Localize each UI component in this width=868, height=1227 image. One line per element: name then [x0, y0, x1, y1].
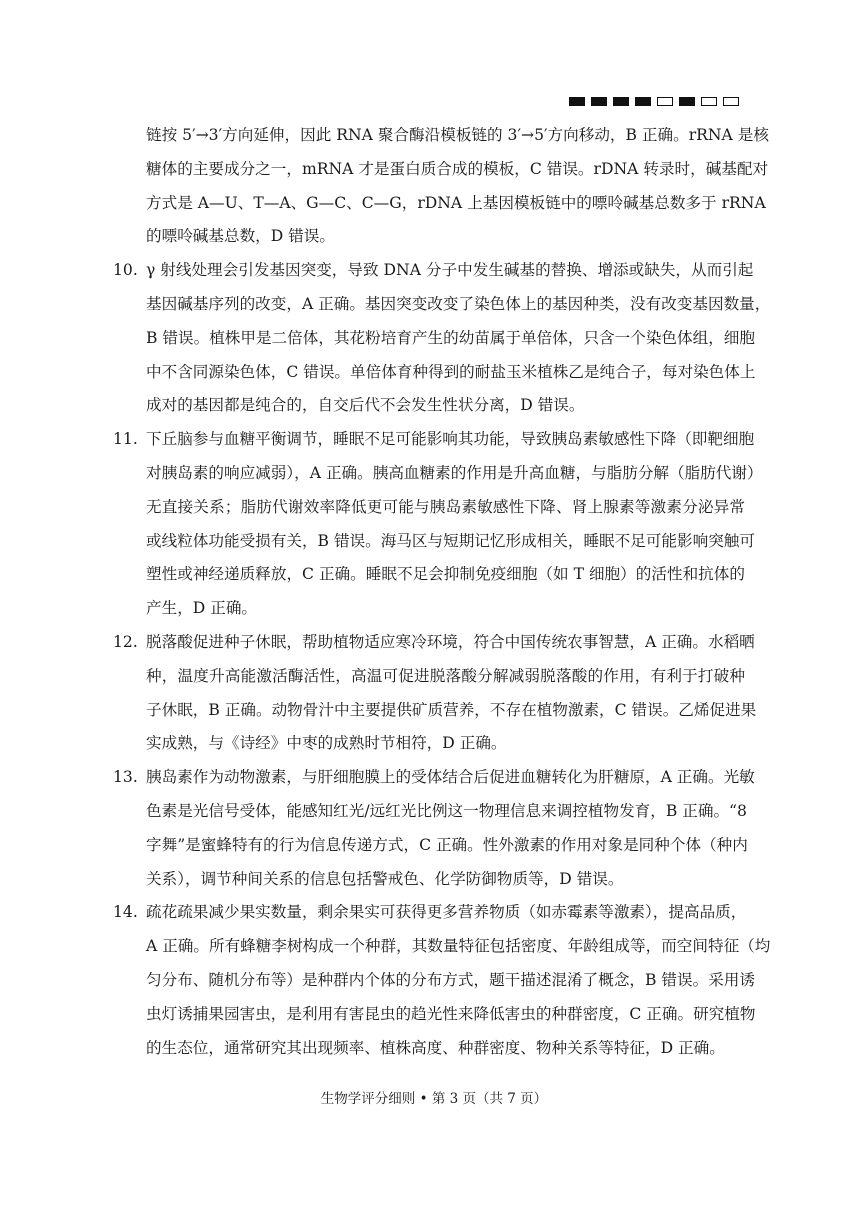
- text-line: 方式是 A—U、T—A、G—C、C—G，rDNA 上基因模板链中的嘌呤碱基总数多于 rRNA: [146, 193, 766, 212]
- text-line: 对胰岛素的响应减弱），A 正确。胰高血糖素的作用是升高血糖，与脂肪分解（脂肪代谢）: [146, 463, 763, 482]
- answer-item-start: [113, 896, 745, 930]
- item-number: 12.: [113, 632, 138, 651]
- header-mark: [613, 97, 629, 106]
- text-line: 无直接关系；脂肪代谢效率降低更可能与胰岛素敏感性下降、肾上腺素等激素分泌异常: [146, 497, 745, 516]
- answer-item-start: [113, 423, 755, 457]
- item-number: 10.: [113, 261, 138, 280]
- item-number: 11.: [113, 430, 138, 449]
- text-line: 色素是光信号受体，能感知红光/远红光比例这一物理信息来调控植物发育，B 正确。“8: [146, 801, 747, 820]
- text-line: 产生，D 正确。: [146, 599, 258, 618]
- answer-item-start: [113, 254, 754, 288]
- text-line: 子休眠，B 正确。动物骨汁中主要提供矿质营养，不存在植物激素，C 错误。乙烯促进果: [146, 700, 757, 719]
- text-line: 的生态位，通常研究其出现频率、植株高度、种群密度、物种关系等特征，D 正确。: [146, 1038, 725, 1057]
- header-mark: [635, 97, 651, 106]
- item-number: 13.: [113, 768, 138, 787]
- text-line: 糖体的主要成分之一，mRNA 才是蛋白质合成的模板，C 错误。rDNA 转录时，碱基配对: [146, 159, 769, 178]
- text-line: 基因碱基序列的改变，A 正确。基因突变改变了染色体上的基因种类，没有改变基因数量，: [146, 294, 771, 313]
- line-text: 胰岛素作为动物激素，与肝细胞膜上的受体结合后促进血糖转化为肝糖原，A 正确。光敏: [146, 768, 755, 787]
- text-line: 或线粒体功能受损有关，B 错误。海马区与短期记忆形成相关，睡眠不足可能影响突触可: [146, 531, 755, 550]
- line-text: 下丘脑参与血糖平衡调节，睡眠不足可能影响其功能，导致胰岛素敏感性下降（即靶细胞: [146, 430, 755, 449]
- text-line: 的嘌呤碱基总数，D 错误。: [146, 227, 335, 246]
- text-line: 字舞”是蜜蜂特有的行为信息传递方式，C 正确。性外激素的作用对象是同种个体（种内: [146, 835, 748, 854]
- header-mark: [679, 97, 695, 106]
- header-marks: [569, 97, 739, 106]
- text-line: B 错误。植株甲是二倍体，其花粉培育产生的幼苗属于单倍体，只含一个染色体组，细胞: [146, 328, 755, 347]
- text-line: 链按 5′→3′方向延伸，因此 RNA 聚合酶沿模板链的 3′→5′方向移动，B 正确。rRNA 是核: [146, 126, 769, 144]
- line-text: γ 射线处理会引发基因突变，导致 DNA 分子中发生碱基的替换、增添或缺失，从而引起: [146, 261, 754, 280]
- text-line: 实成熟，与《诗经》中枣的成熟时节相符，D 正确。: [146, 734, 507, 753]
- answer-item-start: [113, 626, 755, 660]
- text-line: 虫灯诱捕果园害虫，是利用有害昆虫的趋光性来降低害虫的种群密度，C 正确。研究植物: [146, 1004, 756, 1023]
- line-text: 疏花疏果减少果实数量，剩余果实可获得更多营养物质（如赤霉素等激素），提高品质，: [146, 903, 747, 922]
- answer-item-start: [113, 761, 755, 795]
- page-footer: 生物学评分细则 • 第 3 页（共 7 页）: [320, 1091, 548, 1107]
- document-body: [113, 119, 771, 1065]
- text-line: A 正确。所有蜂糖李树构成一个种群，其数量特征包括密度、年龄组成等，而空间特征（均: [146, 937, 771, 956]
- text-line: 关系），调节种间关系的信息包括警戒色、化学防御物质等，D 错误。: [146, 869, 624, 888]
- header-mark: [569, 97, 585, 106]
- text-line: 塑性或神经递质释放，C 正确。睡眠不足会抑制免疫细胞（如 T 细胞）的活性和抗体的: [146, 565, 745, 584]
- text-line: 匀分布、随机分布等）是种群内个体的分布方式，题干描述混淆了概念，B 错误。采用诱: [146, 970, 755, 989]
- line-text: 脱落酸促进种子休眠，帮助植物适应寒冷环境，符合中国传统农事智慧，A 正确。水稻晒: [146, 632, 755, 651]
- header-mark: [723, 97, 739, 106]
- text-line: 种，温度升高能激活酶活性，高温可促进脱落酸分解减弱脱落酸的作用，有利于打破种: [146, 666, 745, 685]
- text-line: 中不含同源染色体，C 错误。单倍体育种得到的耐盐玉米植株乙是纯合子，每对染色体上: [146, 362, 756, 381]
- header-mark: [591, 97, 607, 106]
- header-mark: [657, 97, 673, 106]
- item-number: 14.: [113, 903, 138, 922]
- header-mark: [701, 97, 717, 106]
- text-line: 成对的基因都是纯合的，自交后代不会发生性状分离，D 错误。: [146, 396, 585, 415]
